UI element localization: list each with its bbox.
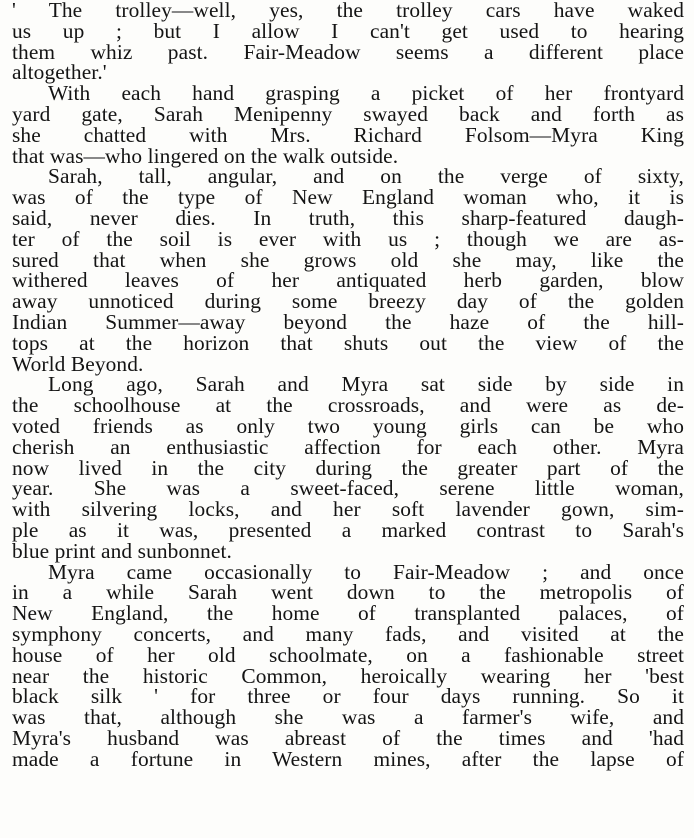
text-line: Long ago, Sarah and Myra sat side by side in <box>48 372 684 397</box>
text-line: voted friends as only two young girls can be who <box>12 413 684 438</box>
text-line: black silk ' for three or four days running. So it <box>12 684 684 709</box>
text-line: she chatted with Mrs. Richard Folsom—Myra King <box>12 122 684 147</box>
text-line: blue print and sunbonnet. <box>12 538 232 563</box>
paragraph <box>12 0 684 83</box>
text-line: altogether.' <box>12 60 107 85</box>
text-line: Myra came occasionally to Fair-Meadow ; and once <box>48 559 684 584</box>
text-line: Myra's husband was abreast of the times and 'had <box>12 725 684 750</box>
text-line: the schoolhouse at the crossroads, and were as de- <box>12 393 684 418</box>
text-line: New England, the home of transplanted palaces, of <box>12 601 684 626</box>
paragraph <box>12 83 684 166</box>
text-line: that was—who lingered on the walk outside. <box>12 143 399 168</box>
text-line: near the historic Common, heroically wearing her 'best <box>12 663 684 688</box>
text-line: away unnoticed during some breezy day of the golden <box>12 289 684 314</box>
text-line: now lived in the city during the greater part of the <box>12 455 684 480</box>
text-line: them whiz past. Fair-Meadow seems a different place <box>12 39 684 64</box>
text-line: made a fortune in Western mines, after the lapse of <box>12 746 684 771</box>
text-line: withered leaves of her antiquated herb garden, blow <box>12 268 684 293</box>
text-line: symphony concerts, and many fads, and visited at the <box>12 621 684 646</box>
text-line: year. She was a sweet-faced, serene little woman, <box>12 476 684 501</box>
text-line: sured that when she grows old she may, like the <box>12 247 684 272</box>
text-line: said, never dies. In truth, this sharp-featured daugh- <box>12 205 684 230</box>
text-line: ter of the soil is ever with us ; though we are as- <box>12 226 684 251</box>
text-line: cherish an enthusiastic affection for each other. Myra <box>12 434 684 459</box>
paragraph <box>12 166 684 374</box>
text-line: house of her old schoolmate, on a fashionable street <box>12 642 684 667</box>
text-line: in a while Sarah went down to the metropolis of <box>12 580 684 605</box>
text-line: tops at the horizon that shuts out the view of the <box>12 330 684 355</box>
paragraph <box>12 559 684 771</box>
text-line: was of the type of New England woman who, it is <box>12 185 684 210</box>
text-line: yard gate, Sarah Menipenny swayed back and forth as <box>12 101 684 126</box>
text-line: with silvering locks, and her soft lavender gown, sim- <box>12 497 684 522</box>
text-line: ple as it was, presented a marked contrast to Sarah's <box>12 517 684 542</box>
text-line: was that, although she was a farmer's wife, and <box>12 705 684 730</box>
text-line: ' The trolley—well, yes, the trolley cars have waked <box>12 0 684 22</box>
article-column <box>12 0 684 769</box>
text-line: World Beyond. <box>12 351 144 376</box>
text-line: us up ; but I allow I can't get used to hearing <box>12 18 684 43</box>
text-line: Indian Summer—away beyond the haze of the hill- <box>12 309 684 334</box>
text-line: With each hand grasping a picket of her frontyard <box>48 81 684 106</box>
paragraph <box>12 374 684 561</box>
text-line: Sarah, tall, angular, and on the verge of sixty, <box>48 164 684 189</box>
